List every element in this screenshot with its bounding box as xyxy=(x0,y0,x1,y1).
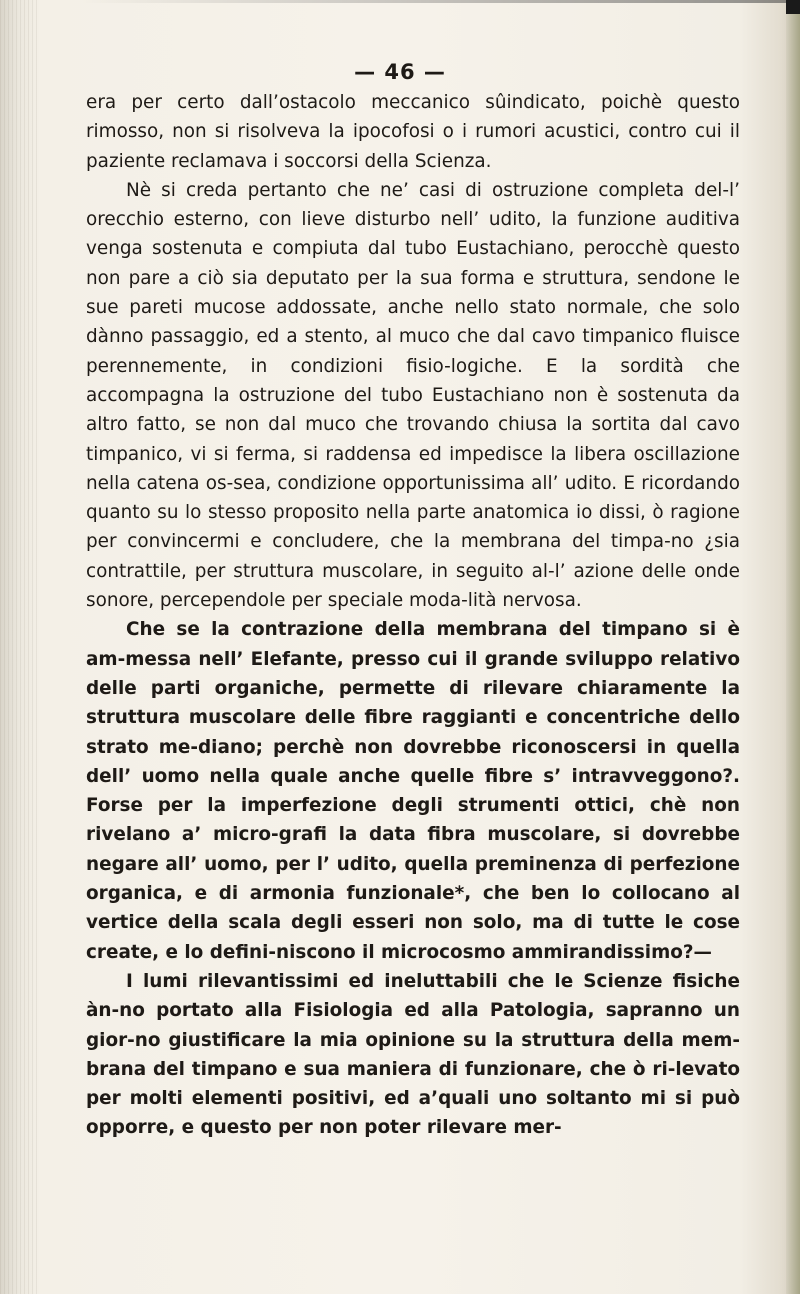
top-edge-rule xyxy=(80,0,800,3)
page-number-header: — 46 — xyxy=(354,60,446,84)
binding-gutter xyxy=(0,0,38,1294)
paragraph-2: Nè si creda pertanto che ne’ casi di ostruzione completa del-l’ orecchio esterno, con lieve disturbo nell’ udito, la funzione auditiva venga sostenuta e compiuta dal tubo Eustachiano, perocchè questo non pare a ciò sia deputato per la sua forma e struttura, sendone le sue pareti mucose addossate, anche nello stato normale, che solo dànno passaggio, ed a stento, al muco che dal cavo timpanico fluisce perennemente, in condizioni fisio-logiche. E la sordità che accompagna la ostruzione del tubo Eustachiano non è sostenuta da altro fatto, se non dal muco che trovando chiusa la sortita dal cavo timpanico, vi si ferma, si raddensa ed impedisce la libera oscillazione nella catena os-sea, condizione opportunissima all’ udito. E ricordando quanto su lo stesso proposito nella parte anatomica io dissi, ò ragione per convincermi e concludere, che la membrana del timpa-no ¿sia contrattile, per struttura muscolare, in seguito al-l’ azione delle onde sonore, percependole per speciale moda-lità nervosa. xyxy=(86,179,740,612)
paragraph-1: era per certo dall’ostacolo meccanico sûindicato, poichè questo rimosso, non si risolveva la ipocofosi o i rumori acustici, contro cui il paziente reclamava i soccorsi della Scienza. xyxy=(86,92,740,172)
paragraph-4: I lumi rilevantissimi ed ineluttabili che le Scienze fisiche àn-no portato alla Fisiologia ed alla Patologia, sapranno un gior-no giustificare la mia opinione su la struttura della mem-brana del timpano e sua maniera di funzionare, che ò ri-levato per molti elementi positivi, ed a’quali uno soltanto mi si può opporre, e questo per non poter rilevare mer- xyxy=(86,970,740,1139)
paragraph-3: Che se la contrazione della membrana del timpano si è am-messa nell’ Elefante, presso cui il grande sviluppo relativo delle parti organiche, permette di rilevare chiaramente la struttura muscolare delle fibre raggianti e concentriche dello strato me-diano; perchè non dovrebbe riconoscersi in quella dell’ uomo nella quale anche quelle fibre s’ intravveggono?. Forse per la imperfezione degli strumenti ottici, chè non rivelano a’ micro-grafi la data fibra muscolare, si dovrebbe negare all’ uomo, per l’ udito, quella preminenza di perfezione organica, e di armonia funzionale*, che ben lo collocano al vertice della scala degli esseri non solo, ma di tutte le cose create, e lo defini-niscono il microcosmo ammirandissimo?— xyxy=(86,619,740,963)
corner-mark xyxy=(786,0,800,14)
page-edge-shadow xyxy=(786,0,800,1294)
body-text xyxy=(86,88,740,1143)
